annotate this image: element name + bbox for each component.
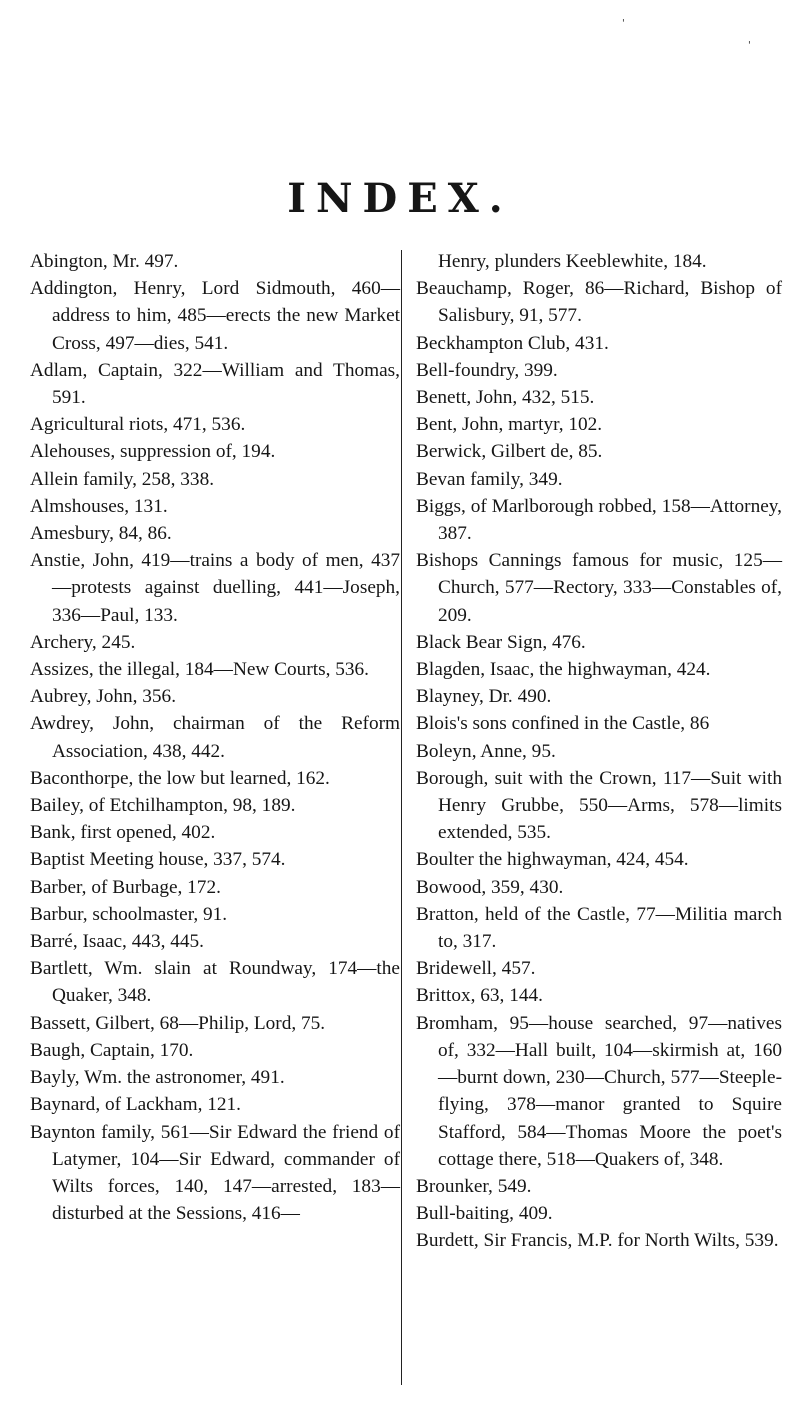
index-entry: Baynton family, 561—Sir Edward the friend of Latymer, 104—Sir Edward, commander of Wilts forces, 140, 147—arrested, 183—disturbed at the Sessions, 416— xyxy=(30,1121,400,1225)
index-entry: Berwick, Gilbert de, 85. xyxy=(416,441,603,463)
index-entry: Bent, John, martyr, 102. xyxy=(416,414,603,436)
index-entry: Amesbury, 84, 86. xyxy=(30,523,172,545)
index-entry: Borough, suit with the Crown, 117—Suit with Henry Grubbe, 550—Arms, 578—limits extended, 535. xyxy=(416,767,782,844)
index-entry: Blagden, Isaac, the highwayman, 424. xyxy=(416,659,711,681)
index-entry: Adlam, Captain, 322—William and Thomas, 591. xyxy=(30,359,400,409)
page-title: INDEX. xyxy=(287,175,513,222)
index-entry: Benett, John, 432, 515. xyxy=(416,387,595,409)
index-entry: Bevan family, 349. xyxy=(416,468,563,490)
index-entry: Aubrey, John, 356. xyxy=(30,686,177,708)
index-entry: Baptist Meeting house, 337, 574. xyxy=(30,849,286,871)
top-mark: ' xyxy=(622,18,625,29)
index-entry: Bassett, Gilbert, 68—Philip, Lord, 75. xyxy=(30,1012,326,1034)
index-entry: Beckhampton Club, 431. xyxy=(416,332,609,354)
index-entry: Bowood, 359, 430. xyxy=(416,876,564,898)
left-column xyxy=(30,248,400,1227)
right-column xyxy=(416,248,782,1255)
index-entry: Awdrey, John, chairman of the Reform Association, 438, 442. xyxy=(30,713,400,762)
index-entry: Assizes, the illegal, 184—New Courts, 536. xyxy=(30,659,369,681)
index-entry: Bromham, 95—house searched, 97—natives of, 332—Hall built, 104—skirmish at, 160—burnt down, 230—Church, 577—Steeple-flying, 378—manor granted to Squire Stafford, 584—Thomas Moore the poet's cottage there, 518—Quakers of, 348. xyxy=(416,1012,782,1170)
index-entry: Anstie, John, 419—trains a body of men, 437—protests against duelling, 441—Joseph, 336—Paul, 133. xyxy=(30,550,400,626)
index-entry: Blois's sons confined in the Castle, 86 xyxy=(416,713,710,735)
index-entry: Alehouses, suppression of, 194. xyxy=(30,441,276,463)
index-entry: Barbur, schoolmaster, 91. xyxy=(30,903,228,925)
index-entry: Blayney, Dr. 490. xyxy=(416,686,552,708)
index-entry: Beauchamp, Roger, 86—Richard, Bishop of Salisbury, 91, 577. xyxy=(416,278,782,327)
index-entry: Abington, Mr. 497. xyxy=(30,251,179,272)
index-entry: Archery, 245. xyxy=(30,631,136,653)
index-entry: Brittox, 63, 144. xyxy=(416,985,543,1007)
column-divider xyxy=(401,250,402,1385)
index-entry: Biggs, of Marlborough robbed, 158—Attorney, 387. xyxy=(416,495,782,545)
index-entry: Bridewell, 457. xyxy=(416,958,536,980)
index-entry: Agricultural riots, 471, 536. xyxy=(30,414,246,436)
index-entry: Boleyn, Anne, 95. xyxy=(416,740,556,762)
index-entry: Barber, of Burbage, 172. xyxy=(30,876,221,898)
top-mark-2: ' xyxy=(748,40,751,51)
index-entry: Bell-foundry, 399. xyxy=(416,359,558,381)
index-entry: Boulter the highwayman, 424, 454. xyxy=(416,849,689,871)
index-entry: Almshouses, 131. xyxy=(30,495,168,517)
index-entry: Bratton, held of the Castle, 77—Militia march to, 317. xyxy=(416,903,782,953)
index-entry: Burdett, Sir Francis, M.P. for North Wilts, 539. xyxy=(416,1230,779,1252)
index-entry: Bishops Cannings famous for music, 125—Church, 577—Rectory, 333—Constables of, 209. xyxy=(416,550,782,626)
index-entry: Barré, Isaac, 443, 445. xyxy=(30,931,205,953)
index-entry: Black Bear Sign, 476. xyxy=(416,631,586,653)
index-entry: Baynard, of Lackham, 121. xyxy=(30,1094,241,1116)
index-entry-continuation: Henry, plunders Keeblewhite, 184. xyxy=(438,251,707,272)
index-entry: Addington, Henry, Lord Sidmouth, 460—address to him, 485—erects the new Market Cross, 497—dies, 541. xyxy=(30,278,400,354)
index-entry: Brounker, 549. xyxy=(416,1175,532,1197)
index-entry: Baugh, Captain, 170. xyxy=(30,1039,194,1061)
index-entry: Allein family, 258, 338. xyxy=(30,468,215,490)
index-entry: Bartlett, Wm. slain at Roundway, 174—the Quaker, 348. xyxy=(30,958,400,1007)
index-entry: Bayly, Wm. the astronomer, 491. xyxy=(30,1067,285,1089)
index-entry: Bank, first opened, 402. xyxy=(30,822,216,844)
index-entry: Bailey, of Etchilhampton, 98, 189. xyxy=(30,795,296,817)
index-entry: Baconthorpe, the low but learned, 162. xyxy=(30,767,330,789)
index-entry: Bull-baiting, 409. xyxy=(416,1203,553,1225)
